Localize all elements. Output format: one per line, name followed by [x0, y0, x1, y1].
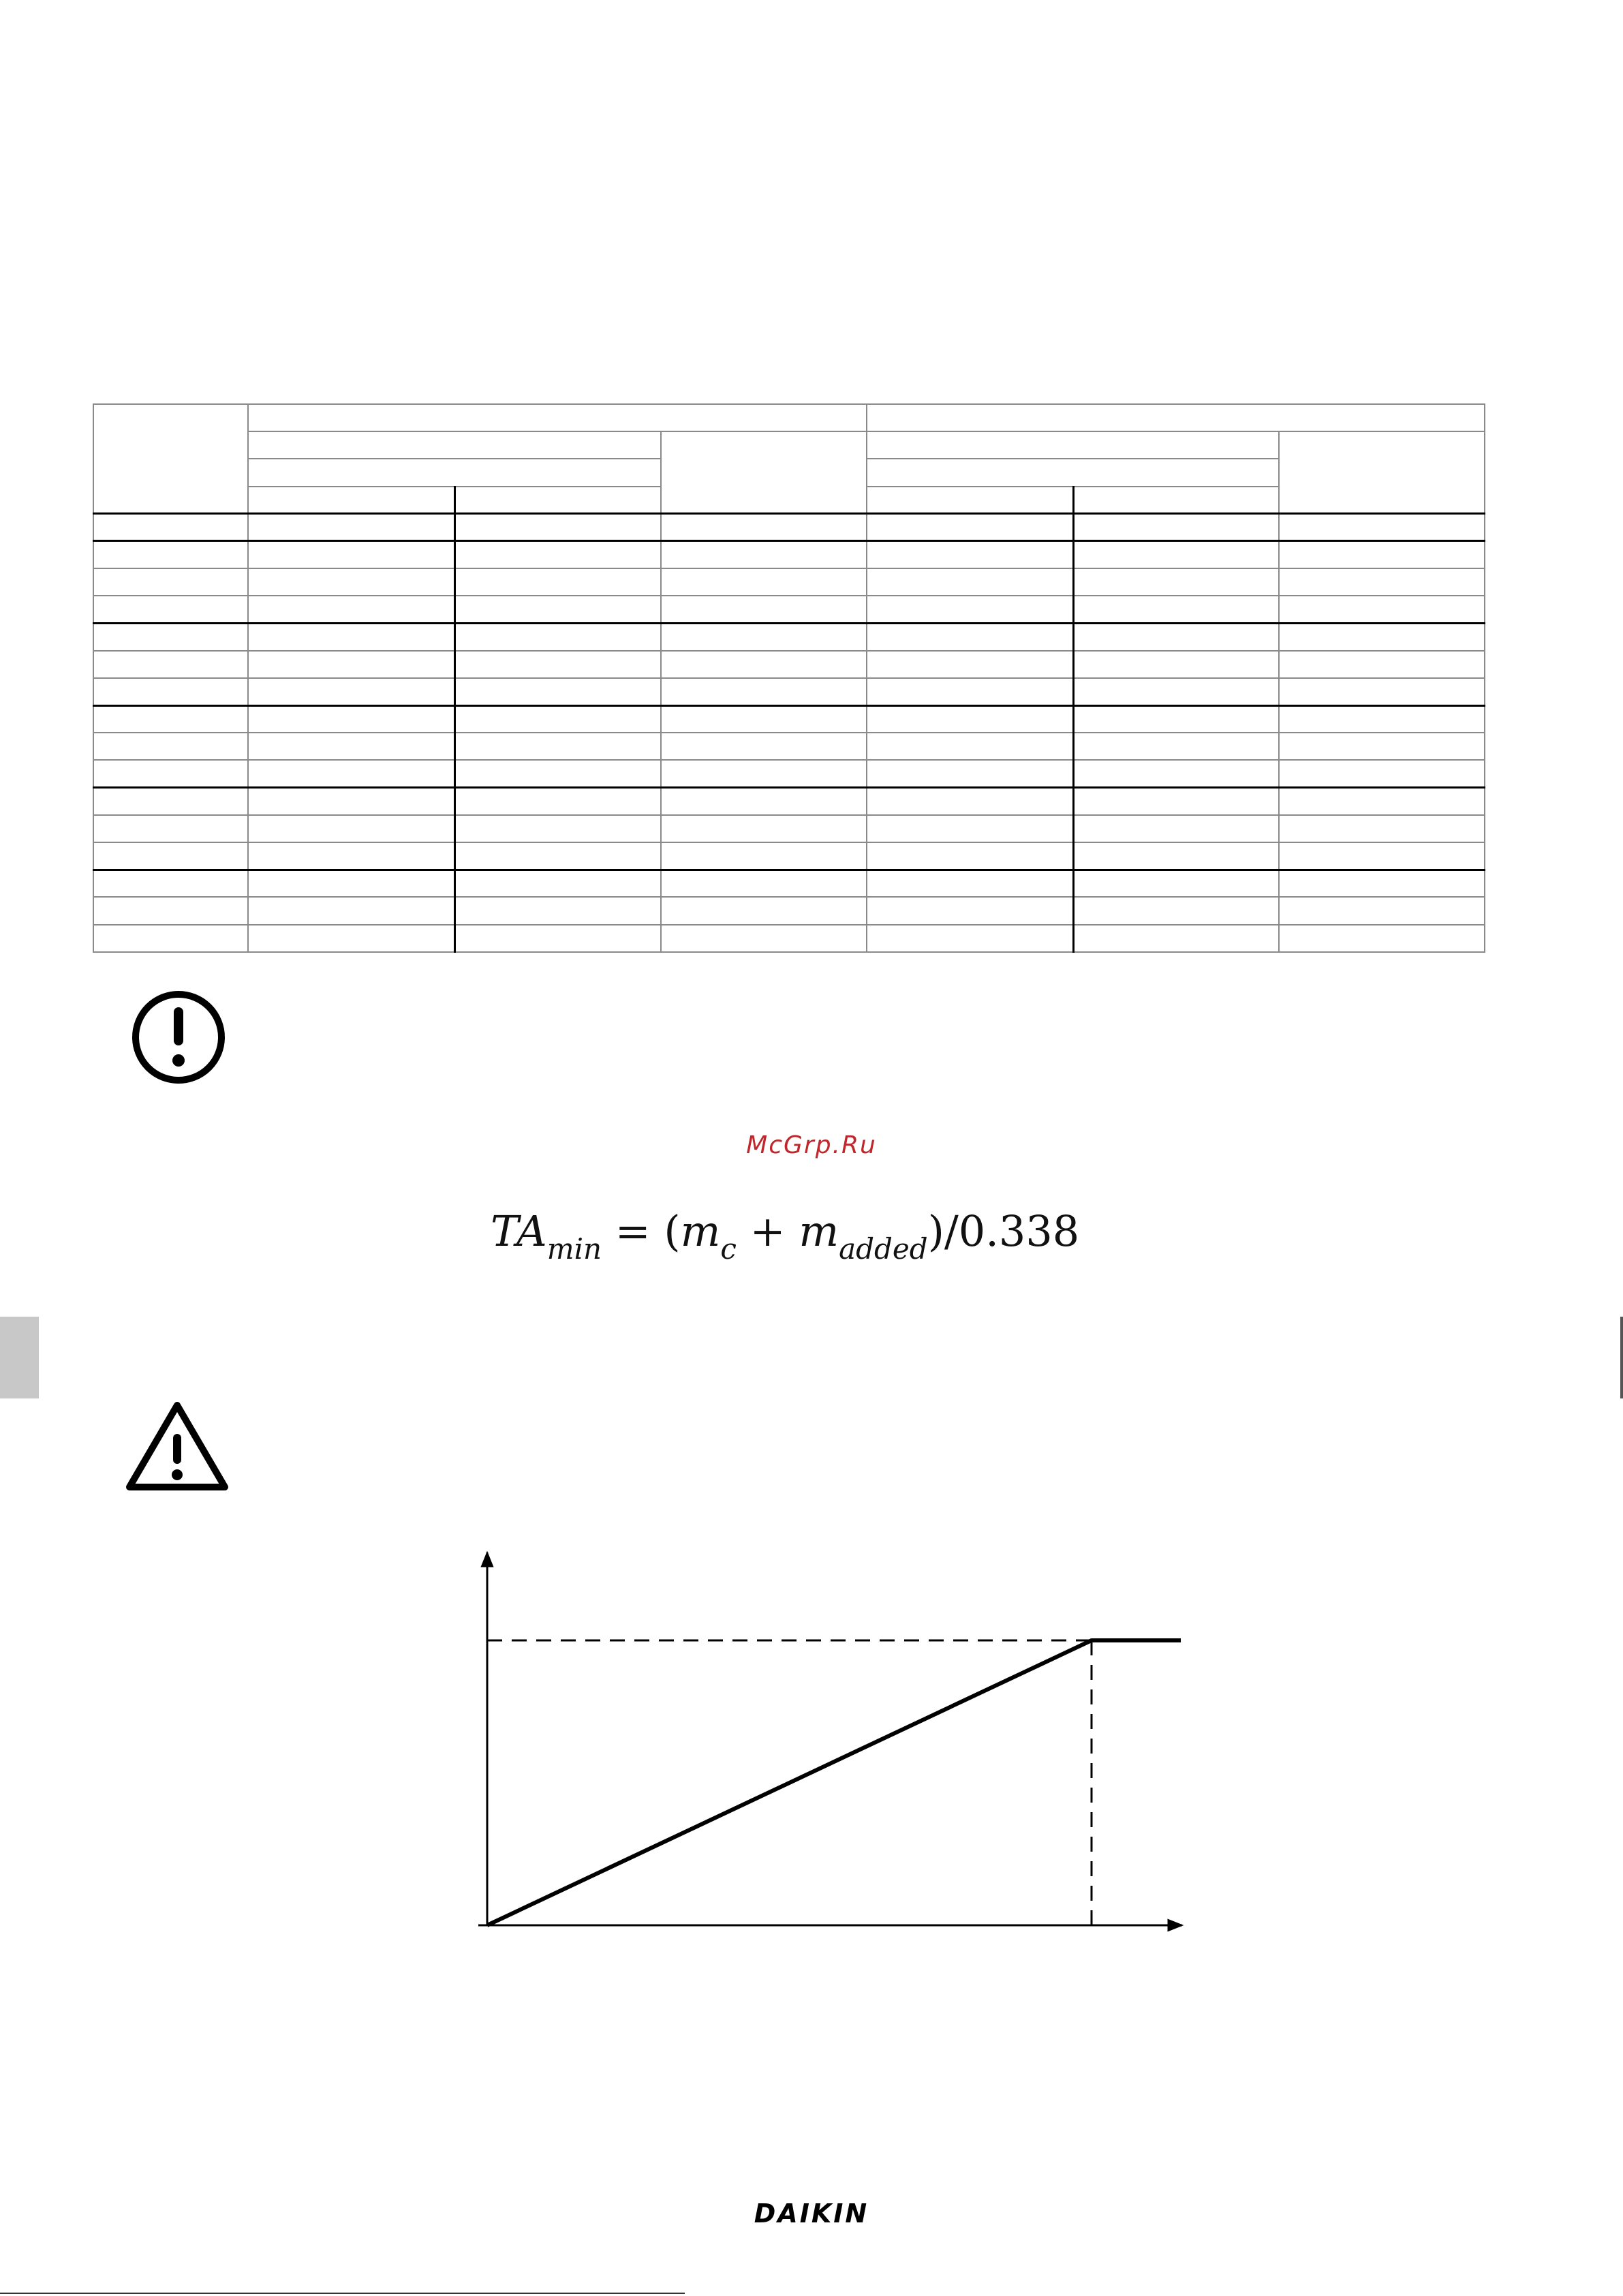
table-row	[93, 651, 1485, 678]
side-tab-marker	[0, 1317, 39, 1398]
header-cell-b2	[1279, 431, 1485, 514]
formula-lhs: TA	[491, 1206, 547, 1256]
table-row	[93, 733, 1485, 760]
specification-table	[93, 403, 1485, 953]
daikin-logo: DAIKIN	[754, 2199, 869, 2229]
header-cell-a1	[248, 431, 661, 459]
header-cell	[867, 487, 1073, 514]
table-row	[93, 678, 1485, 705]
table-row	[93, 568, 1485, 596]
table-row	[93, 596, 1485, 623]
ramp-plateau-curve	[487, 1640, 1181, 1925]
footer-rule	[0, 2293, 685, 2294]
table-row	[93, 760, 1485, 787]
formula	[491, 1206, 1080, 1266]
table-header-row-2	[93, 431, 1485, 459]
table-row	[93, 705, 1485, 733]
table-row	[93, 842, 1485, 870]
header-cell-group-a	[248, 404, 867, 431]
table-row	[93, 788, 1485, 815]
ramp-plateau-graph	[463, 1540, 1186, 1949]
header-cell-model	[93, 404, 248, 514]
watermark-text: McGrp.Ru	[746, 1131, 877, 1159]
header-cell	[248, 487, 454, 514]
header-cell	[454, 487, 661, 514]
header-cell-b1	[867, 431, 1279, 459]
table-row	[93, 514, 1485, 541]
formula-m2-sub: added	[839, 1231, 928, 1266]
header-cell	[1073, 487, 1279, 514]
table-row	[93, 870, 1485, 897]
table-row	[93, 815, 1485, 842]
header-cell-a2	[661, 431, 867, 514]
formula-m1-sub: c	[720, 1231, 737, 1266]
table-row	[93, 541, 1485, 568]
formula-tail: )/0.338	[927, 1206, 1080, 1256]
header-cell-b1-sub	[867, 459, 1279, 486]
exclamation-circle-icon	[128, 987, 229, 1088]
table-row	[93, 624, 1485, 651]
formula-eq: = (	[602, 1206, 681, 1256]
formula-lhs-sub: min	[546, 1231, 602, 1266]
table-header-row-1	[93, 404, 1485, 431]
formula-m1: m	[680, 1206, 721, 1256]
header-cell-group-b	[867, 404, 1485, 431]
right-edge-marker	[1620, 1317, 1623, 1398]
header-cell-a1-sub	[248, 459, 661, 486]
table-row	[93, 925, 1485, 952]
formula-m2: m	[799, 1206, 839, 1256]
formula-plus: +	[736, 1206, 799, 1256]
warning-triangle-icon	[123, 1396, 232, 1498]
table-row	[93, 897, 1485, 924]
